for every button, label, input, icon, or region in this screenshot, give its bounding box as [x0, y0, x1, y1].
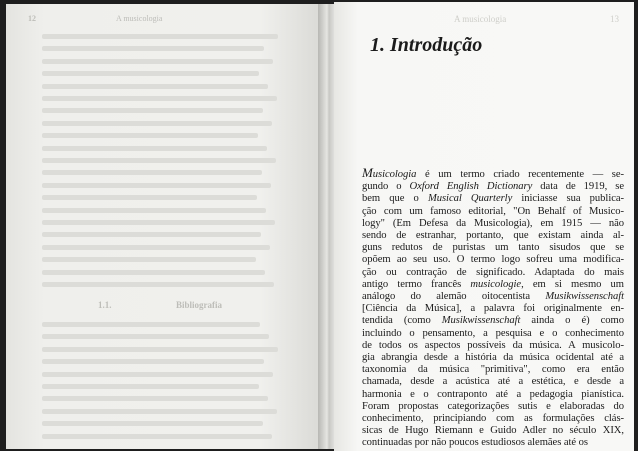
show-through-line	[42, 270, 265, 275]
paragraph-line	[362, 425, 624, 437]
show-through-line	[42, 257, 256, 262]
show-through-line	[42, 195, 257, 200]
text-run: [Ciência da Música], a palavra foi originalmente en-	[362, 303, 624, 315]
paragraph-line	[362, 315, 624, 327]
text-run: é um termo criado recentemente — se-	[416, 169, 624, 180]
show-through-line	[42, 158, 276, 163]
paragraph-line	[362, 254, 624, 266]
paragraph-line	[362, 279, 624, 291]
left-section-number: 1.1.	[98, 300, 112, 310]
show-through-line	[42, 359, 264, 364]
italic-term: Musikwissenschaft	[441, 315, 521, 327]
text-run: data de 1919, se	[532, 181, 624, 193]
text-run: gundo o	[362, 181, 410, 193]
show-through-line	[42, 384, 259, 389]
text-run: Foram propostas categorizações sutis e elaboradas do	[362, 400, 624, 412]
text-run: gia abrangia desde a história da música ocidental até a	[362, 352, 624, 364]
show-through-line	[42, 347, 278, 352]
italic-term: Musical Quarterly	[427, 193, 513, 205]
show-through-line	[42, 421, 263, 426]
show-through-line	[42, 434, 272, 439]
text-run: , em si mesmo um	[521, 278, 624, 290]
show-through-line	[42, 133, 258, 138]
italic-term: Oxford English Dictionary	[409, 181, 533, 193]
show-through-line	[42, 96, 277, 101]
paragraph-line	[362, 242, 624, 254]
paragraph-line	[362, 181, 624, 193]
drop-capital: M	[362, 165, 373, 180]
text-run: harmonia e o contraponto até a pedagogia pianística.	[362, 388, 624, 400]
text-run: de todos os aspectos possíveis da música. A musicolo-	[362, 339, 624, 351]
text-run: incluindo o pensamento, a pesquisa e o conhecimento	[362, 327, 624, 339]
paragraph-line	[362, 167, 624, 181]
right-page-header-title: A musicologia	[454, 14, 507, 24]
right-page-number: 13	[610, 14, 619, 24]
text-run: opõem ao seu uso. O termo logo sofreu uma modifica-	[362, 254, 624, 266]
show-through-line	[42, 183, 271, 188]
show-through-line	[42, 409, 277, 414]
text-run: análogo do alemão oitocentista	[362, 291, 546, 303]
chapter-title: 1. Introdução	[370, 34, 483, 56]
paragraph-line	[362, 206, 624, 218]
paragraph-line	[362, 401, 624, 413]
show-through-line	[42, 59, 273, 64]
show-through-line	[42, 208, 266, 213]
text-run: iniciasse sua publica-	[512, 193, 624, 205]
text-run: guns redutos de puristas um tanto sisudos que se	[362, 242, 624, 254]
text-run: ainda o é) como	[520, 315, 624, 327]
paragraph-line	[362, 230, 624, 242]
italic-term: Musikwissenschaft	[545, 291, 624, 303]
show-through-line	[42, 372, 273, 377]
show-through-line	[42, 232, 261, 237]
text-run: chamada, desde a acústica até a estética, e desde a	[362, 376, 624, 388]
show-through-line	[42, 71, 259, 76]
paragraph-line	[362, 267, 624, 279]
text-run: sicas de Hugo Riemann e Guido Adler no século XIX,	[362, 425, 624, 437]
paragraph-line	[362, 218, 624, 230]
left-page-header-title: A musicologia	[116, 14, 163, 23]
show-through-line	[42, 34, 278, 39]
left-page-number: 12	[28, 14, 36, 23]
show-through-line	[42, 245, 270, 250]
show-through-line	[42, 108, 263, 113]
italic-term: musicologie	[470, 278, 522, 290]
text-run: ção ou contração de significado. Adaptada do mais	[362, 266, 624, 278]
text-run: taxonomia da música "primitiva", como era então	[362, 364, 624, 376]
body-paragraph	[362, 167, 624, 450]
show-through-line	[42, 396, 268, 401]
show-through-line	[42, 170, 262, 175]
paragraph-line	[362, 413, 624, 425]
left-page	[6, 4, 324, 449]
right-page	[334, 2, 634, 451]
text-run: bem que o	[362, 193, 428, 205]
paragraph-line	[362, 364, 624, 376]
text-run: tendida (como	[362, 315, 442, 327]
italic-term: usicologia	[372, 169, 417, 180]
text-run: logy" (Em Defesa da Musicologia), em 1915 — não	[362, 217, 624, 229]
paragraph-line	[362, 376, 624, 388]
show-through-line	[42, 46, 264, 51]
paragraph-line	[362, 352, 624, 364]
paragraph-line	[362, 389, 624, 401]
show-through-line	[42, 84, 268, 89]
show-through-line	[42, 322, 260, 327]
text-run: sendo de estranhar, portanto, que existam ainda al-	[362, 230, 624, 242]
show-through-line	[42, 121, 272, 126]
show-through-line	[42, 282, 274, 287]
left-section-heading: Bibliografia	[176, 300, 223, 310]
paragraph-line	[362, 328, 624, 340]
paragraph-line	[362, 340, 624, 352]
show-through-line	[42, 220, 275, 225]
text-run: continuadas por não poucos estudiosos alemães até os	[362, 437, 588, 449]
text-run: antigo termo francês	[362, 278, 471, 290]
paragraph-line	[362, 291, 624, 303]
show-through-line	[42, 334, 269, 339]
show-through-line	[42, 146, 267, 151]
text-run: ção com um famoso editorial, "On Behalf of Musico-	[362, 205, 624, 217]
paragraph-line	[362, 437, 624, 449]
text-run: conhecimento, principiando com as formulações clás-	[362, 413, 624, 425]
paragraph-line	[362, 193, 624, 205]
paragraph-line	[362, 303, 624, 315]
